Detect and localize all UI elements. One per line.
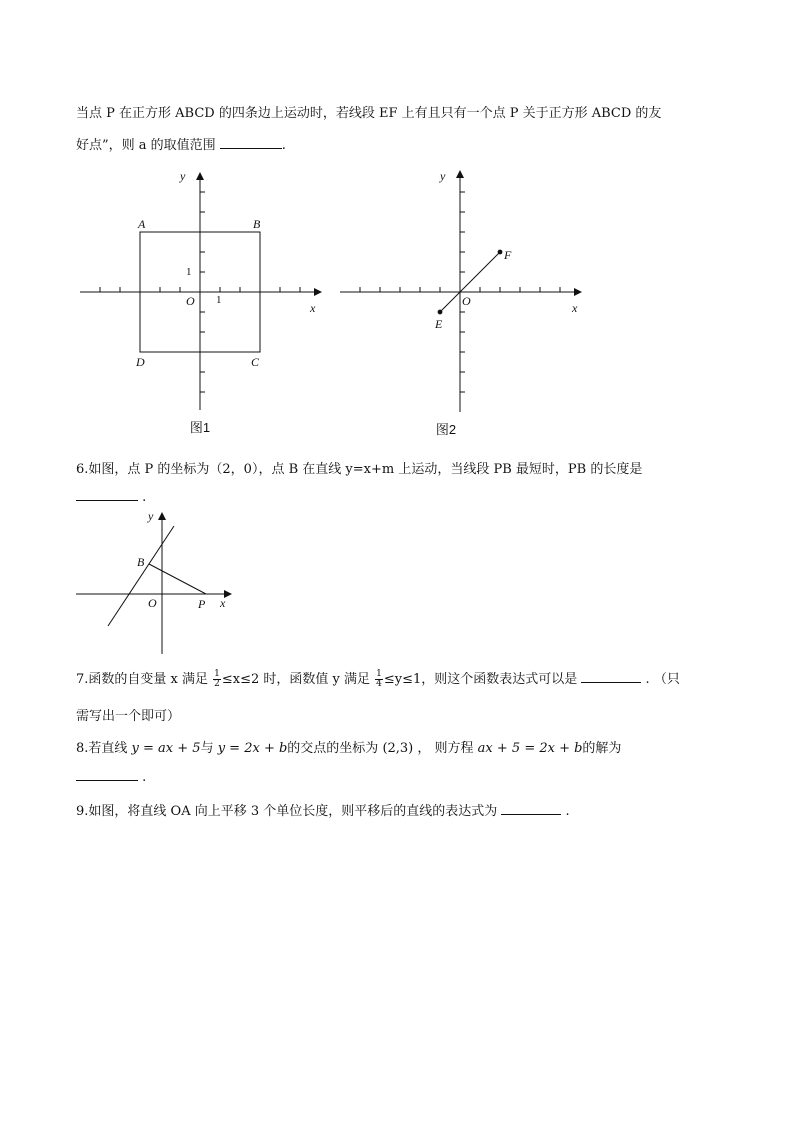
- label-x: x: [220, 596, 226, 610]
- label-O: O: [462, 294, 471, 308]
- problem7-prefix: 7.函数的自变量 x 满足: [76, 672, 213, 687]
- equation-1: y = ax + 5: [131, 741, 201, 756]
- problem7-line2: 需写出一个即可）: [76, 709, 181, 724]
- label-A: A: [138, 217, 146, 231]
- problem7-line1: [76, 668, 680, 689]
- answer-blank-9: [501, 802, 561, 815]
- equation-2: y = 2x + b: [217, 741, 288, 756]
- figure1: [76, 166, 326, 438]
- frac1-num: 1: [214, 669, 220, 679]
- problem5-line2: [76, 134, 286, 153]
- figure1-axes: [80, 174, 320, 410]
- label-x: x: [572, 301, 578, 315]
- label-F: F: [504, 248, 512, 262]
- problem8-suffix: 的解为: [582, 741, 622, 756]
- intersection-point: (2,3): [382, 741, 414, 756]
- problem8-prefix: 8.若直线: [76, 741, 132, 756]
- problem7-suffix: . （只: [641, 672, 680, 687]
- fraction-1-4: [375, 670, 383, 689]
- label-y: y: [148, 509, 154, 523]
- answer-blank-7: [581, 670, 641, 683]
- point-E: [438, 310, 443, 315]
- problem8-period: .: [142, 770, 147, 785]
- frac2-den: 4: [376, 679, 382, 689]
- label-x: x: [310, 301, 316, 315]
- label-B: B: [137, 555, 145, 569]
- problem7-mid1: ≤x≤2 时，函数值 y 满足: [221, 672, 375, 687]
- label-y: y: [440, 169, 446, 183]
- problem9-text: 9.如图，将直线 OA 向上平移 3 个单位长度，则平移后的直线的表达式为: [76, 804, 502, 819]
- problem9-line: [76, 800, 570, 819]
- label-one-y: 1: [186, 266, 192, 278]
- label-O: O: [186, 294, 195, 308]
- frac1-den: 2: [214, 679, 220, 689]
- segment-PB: [149, 564, 206, 594]
- problem8-line1: [76, 737, 621, 756]
- problem5-line2-text: 好点”，则 a 的取值范围: [76, 138, 220, 153]
- frac2-num: 1: [376, 669, 382, 679]
- label-P: P: [198, 597, 206, 611]
- problem6-period: .: [142, 490, 147, 505]
- problem5-line1: 当点 P 在正方形 ABCD 的四条边上运动时，若线段 EF 上有且只有一个点 P 关于正方形 ABCD 的友: [76, 106, 662, 121]
- problem8-mid1: 与: [200, 741, 218, 756]
- answer-blank-8: [76, 768, 138, 781]
- answer-blank-6: [76, 488, 138, 501]
- figure2: [336, 166, 586, 438]
- problem8-mid3: ， 则方程: [413, 741, 478, 756]
- problem5-period: .: [281, 138, 286, 153]
- figure3-axes: [76, 514, 230, 654]
- problem6-line2: [76, 488, 146, 505]
- fraction-1-2: [213, 670, 221, 689]
- problem9-period: .: [565, 804, 570, 819]
- label-B: B: [253, 217, 261, 231]
- problem6-line1: 6.如图，点 P 的坐标为（2，0），点 B 在直线 y=x+m 上运动，当线段 PB 最短时，PB 的长度是: [76, 462, 643, 477]
- figure3: [76, 508, 236, 656]
- label-D: D: [136, 355, 145, 369]
- figure1-caption: 图1: [189, 420, 211, 435]
- problem7-mid2: ≤y≤1，则这个函数表达式可以是: [383, 672, 582, 687]
- answer-blank-5: [220, 136, 282, 149]
- figure2-caption: 图2: [435, 422, 457, 437]
- problem8-mid2: 的交点的坐标为: [287, 741, 383, 756]
- line-y-equals-x-plus-m: [108, 526, 174, 626]
- equation-3: ax + 5 = 2x + b: [477, 741, 583, 756]
- label-one-x: 1: [216, 294, 222, 306]
- problem8-line2: [76, 768, 146, 785]
- label-y: y: [180, 169, 186, 183]
- label-O: O: [148, 596, 157, 610]
- label-E: E: [435, 317, 443, 331]
- label-C: C: [251, 355, 260, 369]
- point-F: [498, 250, 503, 255]
